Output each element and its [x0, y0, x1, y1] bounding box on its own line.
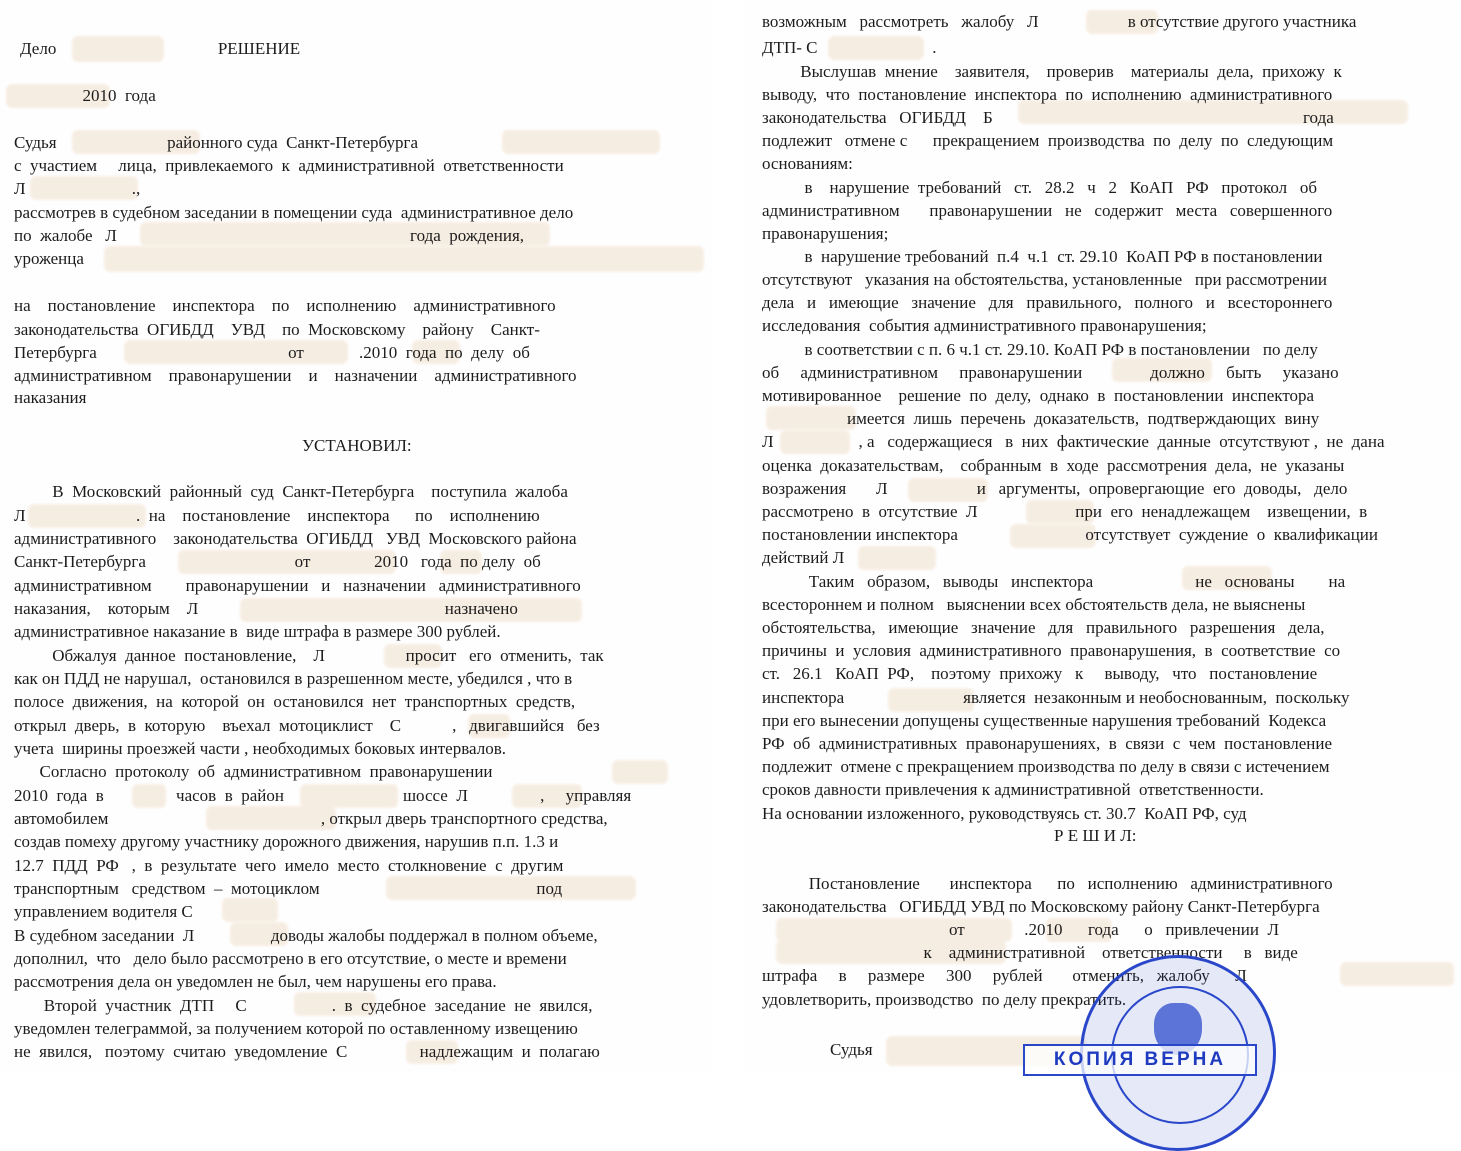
- text-line: Петербурга от .2010 года по делу об: [14, 343, 530, 362]
- text-line: от .2010 года о привлечении Л: [762, 920, 1279, 939]
- text-line: Л . на постановление инспектора по исполнению: [14, 506, 540, 525]
- text-line: не явился, поэтому считаю уведомление С надлежащим и полагаю: [14, 1042, 600, 1061]
- text-line: В Московский районный суд Санкт-Петербурга поступила жалоба: [14, 482, 568, 501]
- text-line: выводу, что постановление инспектора по исполнению административного: [762, 85, 1333, 104]
- text-line: Второй участник ДТП С . в судебное заседание не явился,: [14, 996, 593, 1015]
- text-line: в соответствии с п. 6 ч.1 ст. 29.10. КоАП РФ в постановлении по делу: [762, 340, 1318, 359]
- text-line: административное наказание в виде штрафа в размере 300 рублей.: [14, 622, 501, 641]
- text-line: Согласно протоколу об административном правонарушении: [14, 762, 493, 781]
- text-line: дополнил, что дело было рассмотрено в его отсутствие, о месте и времени: [14, 949, 567, 968]
- text-line: штрафа в размере 300 рублей отменить, жалобу Л: [762, 966, 1247, 985]
- text-line: по жалобе Л года рождения,: [14, 226, 525, 245]
- text-line: создав помеху другому участнику дорожного движения, нарушив п.п. 1.3 и: [14, 832, 559, 851]
- text-line: всестороннем и полном выяснении всех обстоятельств дела, не выяснены: [762, 595, 1306, 614]
- text-line: в нарушение требований ст. 28.2 ч 2 КоАП РФ протокол об: [762, 178, 1318, 197]
- text-line: рассмотрения дела он уведомлен не был, чем нарушены его права.: [14, 972, 497, 991]
- text-line: основаниям:: [762, 154, 853, 173]
- text-line: Таким образом, выводы инспектора не основаны на: [762, 572, 1346, 591]
- text-line: обстоятельства, имеющие значение для правильного разрешения дела,: [762, 618, 1325, 637]
- redaction: [1340, 962, 1454, 986]
- text-line: 2010 года в часов в район шоссе Л , управляя: [14, 786, 632, 805]
- text-line: причины и условия административного правонарушения, в соответствие со: [762, 641, 1341, 660]
- text-line: постановлении инспектора отсутствует суждение о квалификации: [762, 525, 1379, 544]
- text-line: Постановление инспектора по исполнению административного: [762, 874, 1333, 893]
- text-line: сроков давности привлечения к административной ответственности.: [762, 780, 1264, 799]
- text-line: в нарушение требований п.4 ч.1 ст. 29.10 КоАП РФ в постановлении: [762, 247, 1323, 266]
- text-line: административном правонарушении не содержит места совершенного: [762, 201, 1333, 220]
- text-line: Судья районного суда Санкт-Петербурга: [14, 133, 419, 152]
- text-line: оценка доказательствам, собранным в ходе рассмотрения дела, не указаны: [762, 456, 1345, 475]
- court-stamp: [1053, 955, 1276, 1151]
- section-heading-ustanovil: УСТАНОВИЛ:: [302, 436, 412, 455]
- text-line: наказания, которым Л назначено: [14, 599, 518, 618]
- stamp-label-text: КОПИЯ ВЕРНА: [1053, 1049, 1227, 1070]
- text-line: Выслушав мнение заявителя, проверив материалы дела, прихожу к: [762, 62, 1342, 81]
- text-line: уроженца: [14, 249, 84, 268]
- text-line: к административной ответственности в виде: [762, 943, 1298, 962]
- redaction: [612, 760, 668, 784]
- text-line: уведомлен телеграммой, за получением которой по оставленному извещению: [14, 1019, 578, 1038]
- text-line: РФ об административных правонарушениях, в связи с чем постановление: [762, 734, 1333, 753]
- redaction: [104, 246, 704, 272]
- text-line: Л .,: [14, 179, 141, 198]
- text-line: Санкт-Петербурга от 2010 года по делу об: [14, 552, 541, 571]
- text-line: подлежит отмене с прекращением производства по делу по следующим: [762, 131, 1334, 150]
- text-line: полосе движения, на которой он остановился нет транспортных средств,: [14, 692, 576, 711]
- text-line: рассмотрев в судебном заседании в помещении суда административное дело: [14, 203, 574, 222]
- text-line: отсутствуют указания на обстоятельства, установленные при рассмотрении: [762, 270, 1328, 289]
- text-line: при его вынесении допущены существенные нарушения требований Кодекса: [762, 711, 1327, 730]
- text-line: открыл дверь, в которую въехал мотоциклист С , двигавшийся без: [14, 716, 600, 735]
- text-line: инспектора является незаконным и необоснованным, поскольку: [762, 688, 1350, 707]
- stamp-label: [1023, 1044, 1257, 1076]
- text-line: удовлетворить, производство по делу прекратить.: [762, 990, 1127, 1009]
- text-line: Л , а содержащиеся в них фактические данные отсутствуют , не дана: [762, 432, 1385, 451]
- decision-date: 2010 года: [6, 86, 156, 105]
- text-line: на постановление инспектора по исполнению административного: [14, 296, 556, 315]
- text-line: мотивированное решение по делу, однако в постановлении инспектора: [762, 386, 1315, 405]
- text-line: законодательства ОГИБДД УВД по Московскому району Санкт-: [14, 320, 540, 339]
- text-line: наказания: [14, 388, 87, 407]
- text-line: возможным рассмотреть жалобу Л в отсутствие другого участника: [762, 12, 1357, 31]
- text-line: 12.7 ПДД РФ , в результате чего имело место столкновение с другим: [14, 856, 564, 875]
- text-line: законодательства ОГИБДД Б года: [762, 108, 1334, 127]
- text-line: действий Л: [762, 548, 845, 567]
- text-line: транспортным средством – мотоциклом под: [14, 879, 563, 898]
- text-line: правонарушения;: [762, 224, 889, 243]
- text-line: подлежит отмене с прекращением производства по делу в связи с истечением: [762, 757, 1330, 776]
- text-line: как он ПДД не нарушал, остановился в разрешенном месте, убедился , что в: [14, 669, 573, 688]
- section-heading-reshil: Р Е Ш И Л:: [1054, 826, 1137, 845]
- text-line: административном правонарушении и назначении административного: [14, 366, 577, 385]
- text-line: ДТП- С .: [762, 38, 937, 57]
- redaction: [502, 130, 660, 154]
- text-line: административного законодательства ОГИБДД УВД Московского района: [14, 529, 577, 548]
- case-header: Дело РЕШЕНИЕ: [20, 39, 301, 58]
- text-line: управлением водителя С: [14, 902, 193, 921]
- text-line: На основании изложенного, руководствуясь ст. 30.7 КоАП РФ, суд: [762, 804, 1247, 823]
- text-line: дела и имеющие значение для правильного, полного и всестороннего: [762, 293, 1333, 312]
- text-line: Обжалуя данное постановление, Л просит его отменить, так: [14, 646, 604, 665]
- text-line: имеется лишь перечень доказательств, подтверждающих вину: [762, 409, 1320, 428]
- judge-signature-label: Судья: [830, 1040, 873, 1059]
- redaction: [858, 546, 936, 570]
- text-line: ст. 26.1 КоАП РФ, поэтому прихожу к выводу, что постановление: [762, 664, 1318, 683]
- text-line: с участием лица, привлекаемого к административной ответственности: [14, 156, 564, 175]
- text-line: рассмотрено в отсутствие Л при его ненадлежащем извещении, в: [762, 502, 1368, 521]
- text-line: об административном правонарушении должно быть указано: [762, 363, 1339, 382]
- text-line: законодательства ОГИБДД УВД по Московскому району Санкт-Петербурга: [762, 897, 1320, 916]
- text-line: учета ширины проезжей части , необходимых боковых интервалов.: [14, 739, 506, 758]
- text-line: административном правонарушении и назначении административного: [14, 576, 581, 595]
- text-line: исследования события административного правонарушения;: [762, 316, 1207, 335]
- redaction: [222, 898, 278, 922]
- text-line: В судебном заседании Л доводы жалобы поддержал в полном объеме,: [14, 926, 598, 945]
- text-line: возражения Л и аргументы, опровергающие его доводы, дело: [762, 479, 1348, 498]
- text-line: автомобилем , открыл дверь транспортного средства,: [14, 809, 608, 828]
